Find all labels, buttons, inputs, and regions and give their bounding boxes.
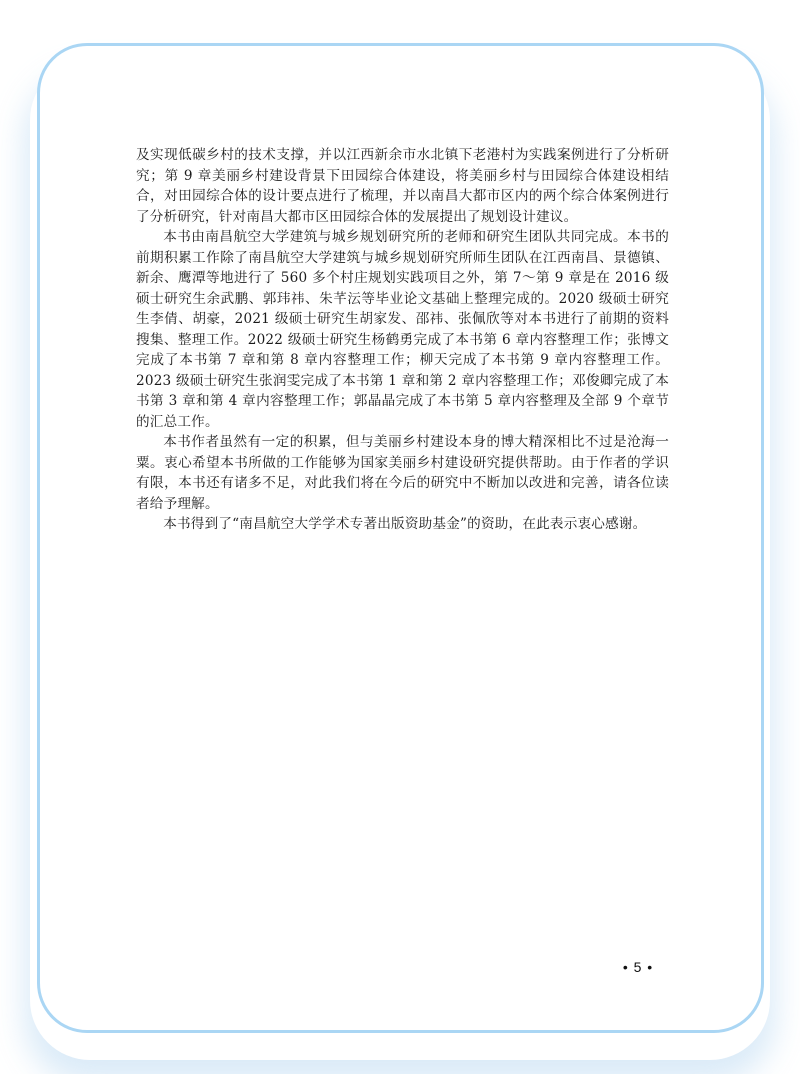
paragraph-authors-team: 本书由南昌航空大学建筑与城乡规划研究所的老师和研究生团队共同完成。本书的前期积累工作除了南昌航空大学建筑与城乡规划研究所师生团队在江西南昌、景德镇、新余、鹰潭等地进行了 560 多个村庄规划实践项目之外，第 7～第 9 章是在 2016 级硕士研究生余武鹏、郭玮祎、朱芊沄等毕业论文基础上整理完成的。2020 级硕士研究生李倩、胡豪，2021 级硕士研究生胡家发、邵祎、张佩欣等对本书进行了前期的资料搜集、整理工作。2022 级硕士研究生杨鹤勇完成了本书第 6 章内容整理工作；张博文完成了本书第 7 章和第 8 章内容整理工作；柳天完成了本书第 9 章内容整理工作。2023 级硕士研究生张润雯完成了本书第 1 章和第 2 章内容整理工作；邓俊卿完成了本书第 3 章和第 4 章内容整理工作；郭晶晶完成了本书第 5 章内容整理及全部 9 个章节的汇总工作。 <box>136 229 669 430</box>
paragraph-chapter-summary: 及实现低碳乡村的技术支撑，并以江西新余市水北镇下老港村为实践案例进行了分析研究；第 9 章美丽乡村建设背景下田园综合体建设，将美丽乡村与田园综合体建设相结合，对田园综合体的设计要点进行了梳理，并以南昌大都市区内的两个综合体案例进行了分析研究，针对南昌大都市区田园综合体的发展提出了规划设计建议。 <box>136 147 669 225</box>
paragraph-acknowledgement-limits: 本书作者虽然有一定的积累，但与美丽乡村建设本身的博大精深相比不过是沧海一粟。衷心希望本书所做的工作能够为国家美丽乡村建设研究提供帮助。由于作者的学识有限，本书还有诸多不足，对此我们将在今后的研究中不断加以改进和完善，请各位读者给予理解。 <box>136 434 669 512</box>
paragraph-funding-thanks: 本书得到了“南昌航空大学学术专著出版资助基金”的资助，在此表示衷心感谢。 <box>163 516 647 532</box>
body-text <box>136 145 669 535</box>
page-number: • 5 • <box>622 959 654 975</box>
